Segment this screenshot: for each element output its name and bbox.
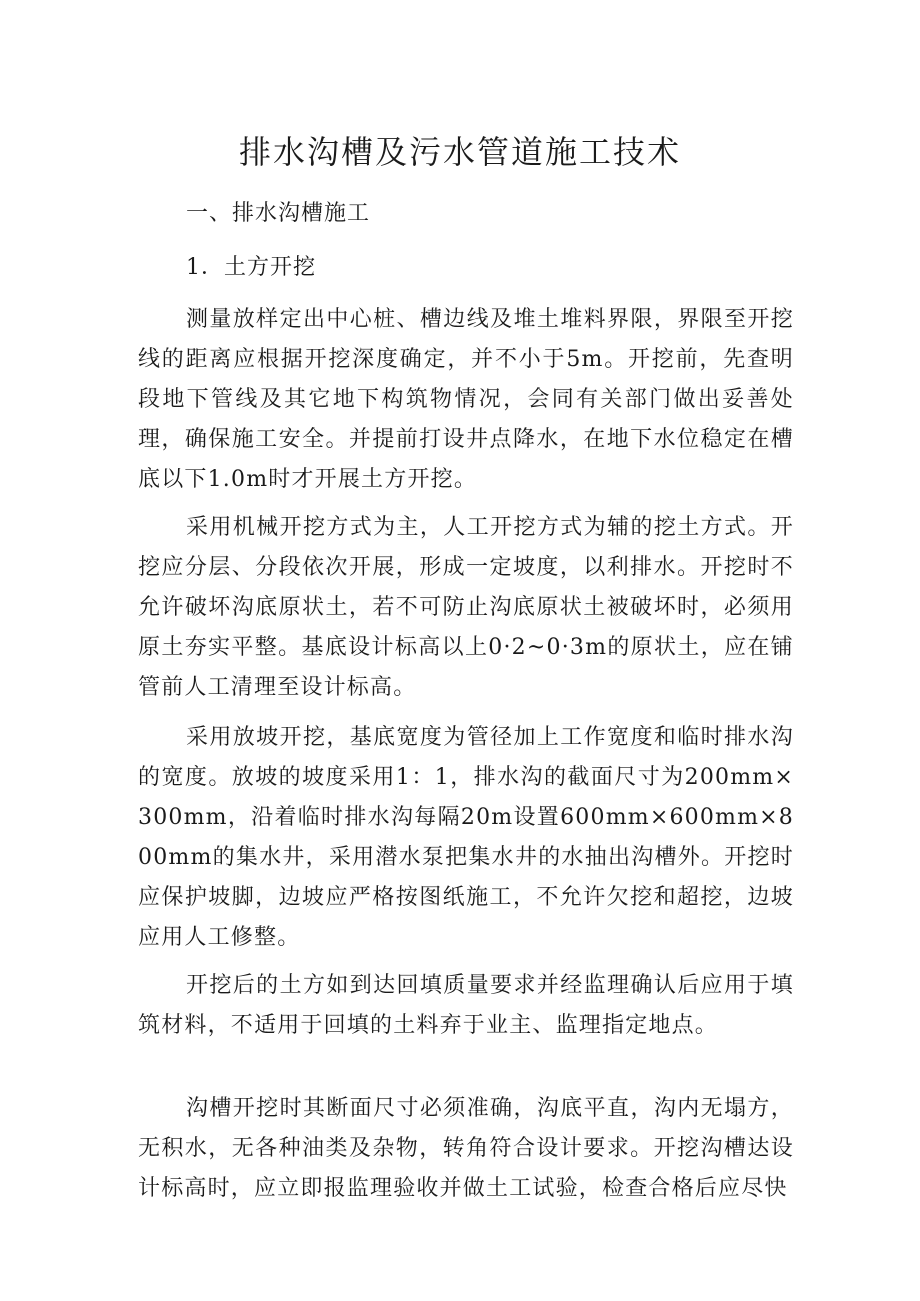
- document-title: 排水沟槽及污水管道施工技术: [238, 133, 681, 171]
- subsection-heading: 1．土方开挖: [186, 255, 316, 280]
- section-heading: 一、排水沟槽施工: [186, 201, 371, 226]
- paragraph-4: 开挖后的土方如到达回填质量要求并经监理确认后应用于填筑材料，不适用于回填的土料弃于业主、监理指定地点。: [138, 973, 794, 1038]
- paragraph-3: 采用放坡开挖，基底宽度为管径加上工作宽度和临时排水沟的宽度。放坡的坡度采用1：1，排水沟的截面尺寸为200mm×300mm，沿着临时排水沟每隔20m设置600mm×600mm×800mm的集水井，采用潜水泵把集水井的水抽出沟槽外。开挖时应保护坡脚，边坡应严格按图纸施工，不允许欠挖和超挖，边坡应用人工修整。: [138, 725, 794, 950]
- paragraph-2: 采用机械开挖方式为主，人工开挖方式为辅的挖土方式。开挖应分层、分段依次开展，形成一定坡度，以利排水。开挖时不允许破坏沟底原状土，若不可防止沟底原状土被破坏时，必须用原土夯实平整。基底设计标高以上0·2~0·3m的原状土，应在铺管前人工清理至设计标高。: [138, 515, 794, 700]
- paragraph-5: 沟槽开挖时其断面尺寸必须准确，沟底平直，沟内无塌方，无积水，无各种油类及杂物，转角符合设计要求。开挖沟槽达设计标高时，应立即报监理验收并做土工试验，检查合格后应尽快: [138, 1096, 794, 1201]
- paragraph-1: 测量放样定出中心桩、槽边线及堆土堆料界限，界限至开挖线的距离应根据开挖深度确定，并不小于5m。开挖前，先查明段地下管线及其它地下构筑物情况，会同有关部门做出妥善处理，确保施工安全。并提前打设井点降水，在地下水位稳定在槽底以下1.0m时才开展土方开挖。: [138, 307, 794, 492]
